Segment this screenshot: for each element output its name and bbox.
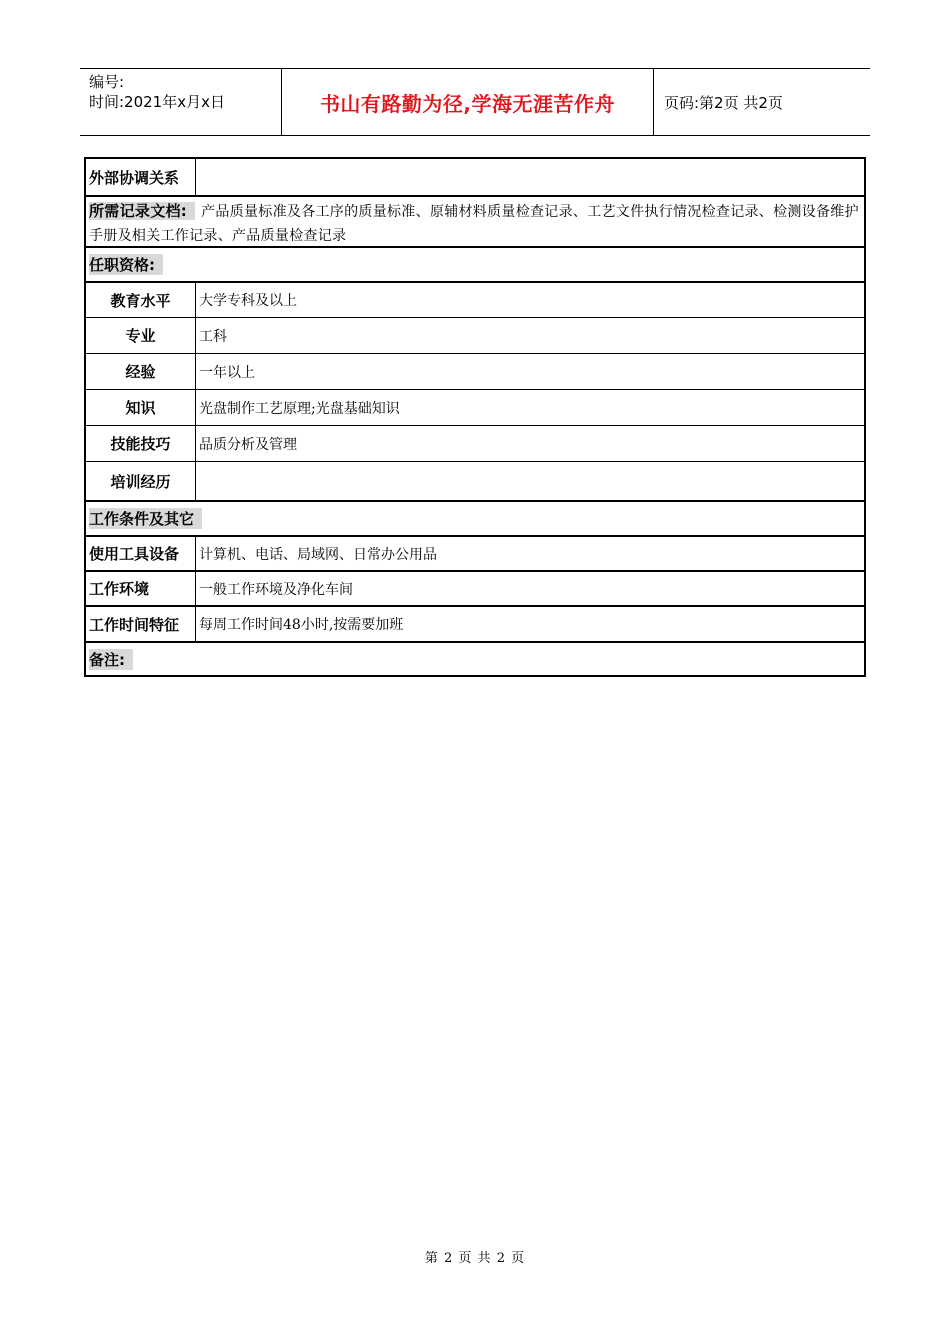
records-label: 所需记录文档: xyxy=(89,202,195,220)
row-experience xyxy=(86,353,864,389)
environment-label: 工作环境 xyxy=(86,572,196,605)
qualifications-heading-cell xyxy=(86,248,864,281)
job-description-table xyxy=(84,157,866,677)
row-major xyxy=(86,317,864,353)
page-info: 页码:第2页 共2页 xyxy=(664,93,783,112)
row-qualifications-heading xyxy=(86,246,864,281)
skills-label: 技能技巧 xyxy=(86,426,196,461)
records-value: 产品质量标准及各工序的质量标准、原辅材料质量检查记录、工艺文件执行情况检查记录、检测设备维护手册及相关工作记录、产品质量检查记录 xyxy=(89,204,859,244)
conditions-heading: 工作条件及其它 xyxy=(89,508,202,529)
environment-value: 一般工作环境及净化车间 xyxy=(199,581,353,598)
row-conditions-heading xyxy=(86,500,864,535)
knowledge-value: 光盘制作工艺原理;光盘基础知识 xyxy=(199,400,400,417)
external-value xyxy=(196,159,864,195)
row-environment xyxy=(86,570,864,605)
time-label: 时间:2021年x月x日 xyxy=(89,93,225,111)
training-value xyxy=(196,462,864,500)
work-hours-value: 每周工作时间48小时,按需要加班 xyxy=(199,617,404,633)
page-header xyxy=(80,68,870,136)
work-hours-label: 工作时间特征 xyxy=(86,607,196,641)
skills-value: 品质分析及管理 xyxy=(199,436,297,453)
row-external xyxy=(86,159,864,195)
row-training xyxy=(86,461,864,500)
major-label: 专业 xyxy=(86,318,196,353)
row-knowledge xyxy=(86,389,864,425)
motto: 书山有路勤为径,学海无涯苦作舟 xyxy=(319,91,616,116)
row-records xyxy=(86,195,864,246)
number-label: 编号: xyxy=(89,73,125,91)
row-work-hours xyxy=(86,605,864,641)
remarks-label: 备注: xyxy=(89,649,133,670)
education-label: 教育水平 xyxy=(86,283,196,317)
header-page-info xyxy=(654,69,870,135)
header-left xyxy=(80,69,282,135)
header-motto-cell xyxy=(282,69,654,135)
conditions-heading-cell xyxy=(86,502,864,535)
knowledge-label: 知识 xyxy=(86,390,196,425)
tools-value: 计算机、电话、局域网、日常办公用品 xyxy=(199,546,437,563)
external-label: 外部协调关系 xyxy=(86,159,196,195)
row-tools xyxy=(86,535,864,570)
row-skills xyxy=(86,425,864,461)
experience-value: 一年以上 xyxy=(199,364,255,381)
qualifications-heading: 任职资格: xyxy=(89,254,163,275)
page-footer: 第 2 页 共 2 页 xyxy=(424,1251,526,1266)
education-value: 大学专科及以上 xyxy=(199,293,297,309)
row-remarks xyxy=(86,641,864,675)
experience-label: 经验 xyxy=(86,354,196,389)
row-education xyxy=(86,281,864,317)
tools-label: 使用工具设备 xyxy=(86,537,196,570)
major-value: 工科 xyxy=(199,328,227,345)
records-cell xyxy=(86,197,864,246)
remarks-cell xyxy=(86,643,864,675)
training-label: 培训经历 xyxy=(86,462,196,500)
